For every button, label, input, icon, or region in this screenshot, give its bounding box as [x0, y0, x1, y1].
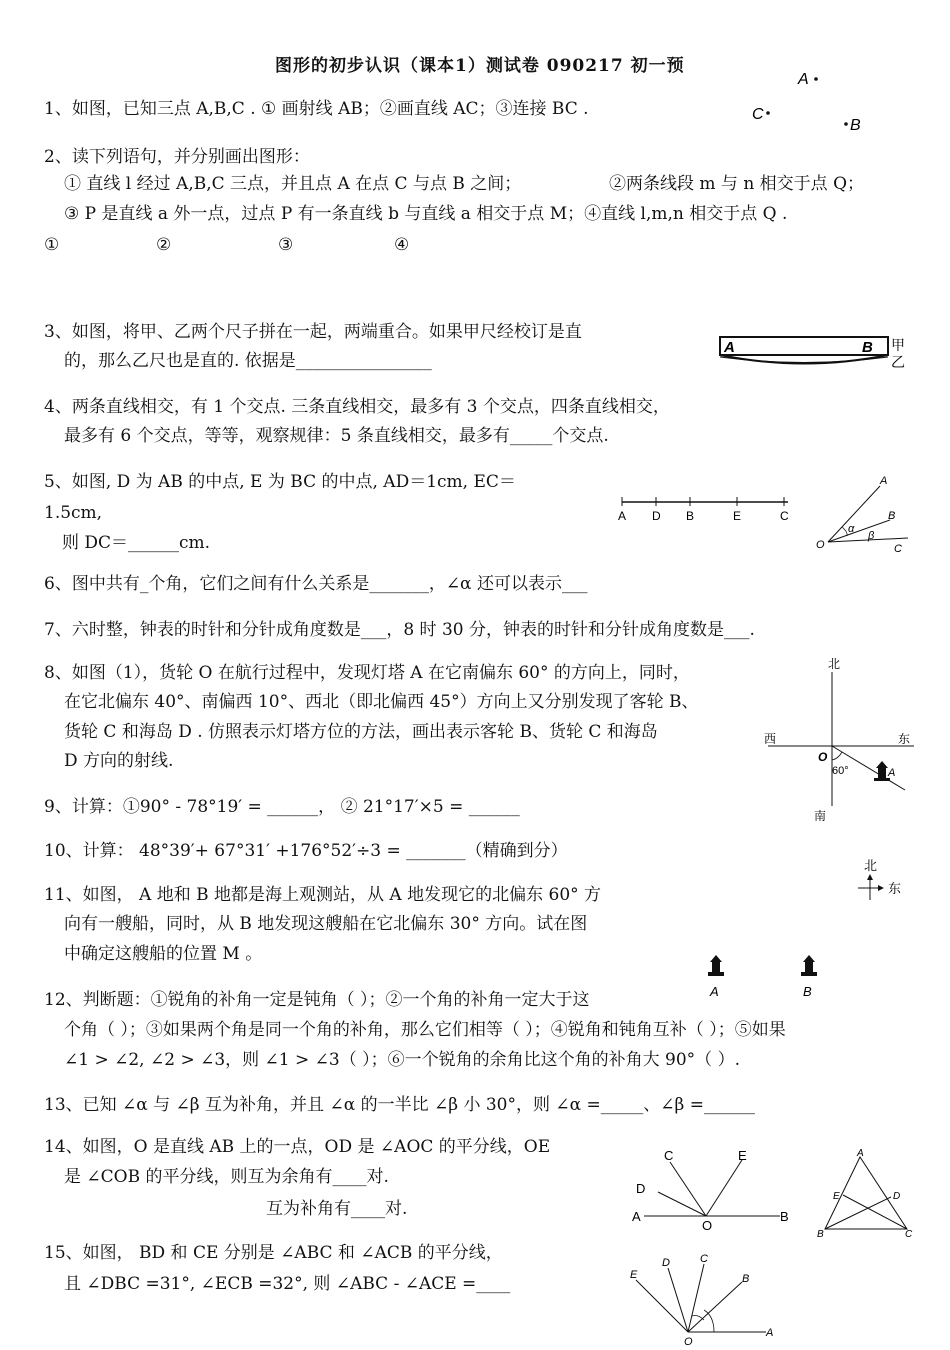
question-2-item-2: ②两条线段 m 与 n 相交于点 Q；	[609, 174, 865, 194]
triangle-figure	[815, 1145, 915, 1245]
question-8-line-4: D 方向的射线.	[64, 751, 174, 771]
ruler-figure	[712, 330, 912, 374]
rays-label-e: E	[630, 1269, 638, 1281]
question-14-line-1: 14、如图，O 是直线 AB 上的一点，OD 是 ∠AOC 的平分线，OE	[44, 1137, 551, 1157]
segment-label-a: A	[618, 509, 627, 523]
question-14-line-2: 是 ∠COB 的平分线，则互为余角有____对.	[64, 1167, 389, 1187]
compass-angle: 60°	[832, 765, 849, 777]
segment-label-c: C	[780, 509, 789, 523]
rays-label-b: B	[742, 1273, 750, 1285]
ray-oc	[688, 1264, 704, 1332]
segment-label-b: B	[686, 509, 695, 523]
q1-point-c	[766, 111, 770, 115]
question-2-item-1: ① 直线 l 经过 A,B,C 三点，并且点 A 在点 C 与点 B 之间；	[64, 174, 522, 194]
compass-a: A	[888, 767, 896, 779]
bisector-label-e: E	[738, 1148, 747, 1163]
question-3-line-1: 3、如图，将甲、乙两个尺子拼在一起，两端重合。如果甲尺经校订是直	[44, 322, 582, 342]
question-15-line-2: 且 ∠DBC =31°, ∠ECB =32°, 则 ∠ABC - ∠ACE =____	[64, 1274, 511, 1294]
tri-label-e: E	[833, 1191, 840, 1202]
compass-east: 东	[898, 732, 911, 746]
arc-alpha	[842, 527, 847, 536]
tri-label-c: C	[905, 1229, 913, 1240]
ray-ob	[688, 1282, 742, 1332]
question-11-line-1: 11、如图， A 地和 B 地都是海上观测站，从 A 地发现它的北偏东 60° 方	[44, 885, 602, 905]
direction-north: 北	[864, 858, 878, 873]
ruler-point-a: A	[724, 339, 735, 356]
rays-figure	[624, 1250, 789, 1346]
q2-marker-3: ③	[278, 235, 294, 255]
compass-o: O	[818, 750, 828, 764]
question-13: 13、已知 ∠α 与 ∠β 互为补角，并且 ∠α 的一半比 ∠β 小 30°，则 ∠α =_____、∠β =______	[44, 1095, 755, 1115]
question-1: 1、如图，已知三点 A,B,C . ① 画射线 AB；②画直线 AC；③连接 BC .	[44, 99, 589, 119]
q1-point-a-label: A	[798, 71, 809, 88]
segment-label-e: E	[733, 509, 742, 523]
ruler-yi-inner	[720, 357, 888, 363]
question-11-line-2: 向有一艘船，同时，从 B 地发现这艘船在它北偏东 30° 方向。试在图	[64, 914, 588, 934]
question-3-line-2: 的，那么乙尺也是直的. 依据是________________	[64, 351, 432, 371]
lighthouse-station-b-icon	[801, 955, 817, 976]
angle-label-c: C	[894, 543, 902, 555]
question-8-line-2: 在它北偏东 40°、南偏西 10°、西北（即北偏西 45°）方向上又分别发现了客轮 B、	[64, 692, 699, 712]
q1-point-b-label: B	[850, 117, 861, 134]
angle-label-o: O	[816, 539, 825, 551]
question-7: 7、六时整，钟表的时针和分针成角度数是___，8 时 30 分，钟表的时针和分针成角度数是___.	[44, 620, 755, 640]
bisector-label-b: B	[780, 1209, 789, 1224]
question-10: 10、计算： 48°39′+ 67°31′ +176°52′÷3 = _______（精确到分）	[44, 841, 568, 861]
direction-marker	[850, 856, 914, 906]
q1-point-b	[844, 122, 848, 126]
ruler-point-b: B	[862, 339, 873, 356]
bisector-label-o: O	[702, 1218, 713, 1230]
tri-label-a: A	[857, 1148, 864, 1159]
rays-label-a: A	[766, 1327, 774, 1339]
compass-south: 南	[814, 809, 827, 823]
east-arrow-icon	[878, 885, 884, 891]
bisector-figure	[630, 1146, 800, 1230]
q1-figure	[740, 62, 870, 142]
ray-oc	[670, 1162, 706, 1216]
segment-label-d: D	[652, 509, 661, 523]
station-b-label: B	[803, 984, 812, 999]
q2-marker-1: ①	[44, 235, 60, 255]
angle-label-beta: β	[868, 530, 875, 542]
question-8-line-3: 货轮 C 和海岛 D . 仿照表示灯塔方位的方法，画出表示客轮 B、货轮 C 和海岛	[64, 722, 658, 742]
stations-figure	[700, 952, 830, 1002]
compass-figure	[760, 650, 920, 825]
question-2-intro: 2、读下列语句，并分别画出图形：	[44, 147, 310, 167]
tri-label-b: B	[817, 1229, 824, 1240]
rays-label-o: O	[684, 1336, 693, 1346]
question-15-line-1: 15、如图， BD 和 CE 分别是 ∠ABC 和 ∠ACB 的平分线，	[44, 1243, 503, 1263]
station-a-label: A	[710, 984, 719, 999]
question-5-line-3: 则 DC＝______cm.	[62, 533, 211, 553]
compass-north: 北	[828, 657, 841, 671]
ray-od	[658, 1192, 706, 1216]
question-11-line-3: 中确定这艘船的位置 M 。	[64, 944, 263, 964]
question-12-line-2: 个角（ ）；③如果两个角是同一个角的补角，那么它们相等（ ）；④锐角和钝角互补（ ）；⑤如果	[64, 1020, 786, 1040]
question-2-items-3-4: ③ P 是直线 a 外一点，过点 P 有一条直线 b 与直线 a 相交于点 M；④直线 l,m,n 相交于点 Q .	[64, 204, 788, 224]
rays-label-d: D	[662, 1257, 670, 1269]
angle-label-alpha: α	[848, 523, 855, 535]
q1-point-c-label: C	[752, 106, 764, 123]
ray-ob	[828, 520, 890, 542]
direction-east: 东	[888, 881, 902, 896]
lighthouse-station-a-icon	[708, 955, 724, 976]
ruler-label-jia: 甲	[891, 337, 905, 353]
question-4-line-2: 最多有 6 个交点，等等，观察规律：5 条直线相交，最多有_____个交点.	[64, 426, 609, 446]
question-5-line-1: 5、如图, D 为 AB 的中点, E 为 BC 的中点, AD＝1cm, EC＝	[44, 472, 516, 492]
compass-west: 西	[764, 732, 777, 746]
angle-label-b: B	[888, 510, 896, 522]
angle-label-a: A	[880, 475, 888, 487]
question-5-line-2: 1.5cm,	[44, 503, 103, 523]
question-12-line-3: ∠1 > ∠2, ∠2 > ∠3，则 ∠1 > ∠3（ ）；⑥一个锐角的余角比这个角的补角大 90°（ ）.	[64, 1050, 740, 1070]
question-4-line-1: 4、两条直线相交，有 1 个交点. 三条直线相交，最多有 3 个交点，四条直线相交，	[44, 397, 670, 417]
question-14-line-3: 互为补角有____对.	[266, 1199, 408, 1219]
angle-figure	[812, 470, 922, 560]
q2-marker-4: ④	[394, 235, 410, 255]
bisector-label-a: A	[632, 1209, 641, 1224]
ruler-label-yi: 乙	[891, 354, 905, 370]
arc-60	[832, 752, 842, 760]
question-8-line-1: 8、如图（1），货轮 O 在航行过程中，发现灯塔 A 在它南偏东 60° 的方向上，同时，	[44, 663, 690, 683]
question-12-line-1: 12、判断题：①锐角的补角一定是钝角（ ）；②一个角的补角一定大于这	[44, 990, 590, 1010]
bisector-label-c: C	[664, 1148, 674, 1163]
segment-figure	[612, 492, 802, 528]
q2-marker-2: ②	[156, 235, 172, 255]
q1-point-a	[814, 77, 818, 81]
question-6: 6、图中共有_个角，它们之间有什么关系是_______，∠α 还可以表示___	[44, 574, 588, 594]
north-arrow-icon	[867, 874, 873, 880]
arc-1	[704, 1310, 714, 1332]
tri-label-d: D	[893, 1191, 901, 1202]
ray-oe	[706, 1160, 742, 1216]
page-title: 图形的初步认识（课本1）测试卷 090217 初一预	[275, 56, 685, 76]
question-9: 9、计算：①90° - 78°19′ = ______， ② 21°17′×5 = ______	[44, 797, 520, 817]
bisector-label-d: D	[636, 1181, 646, 1196]
rays-label-c: C	[700, 1253, 708, 1265]
